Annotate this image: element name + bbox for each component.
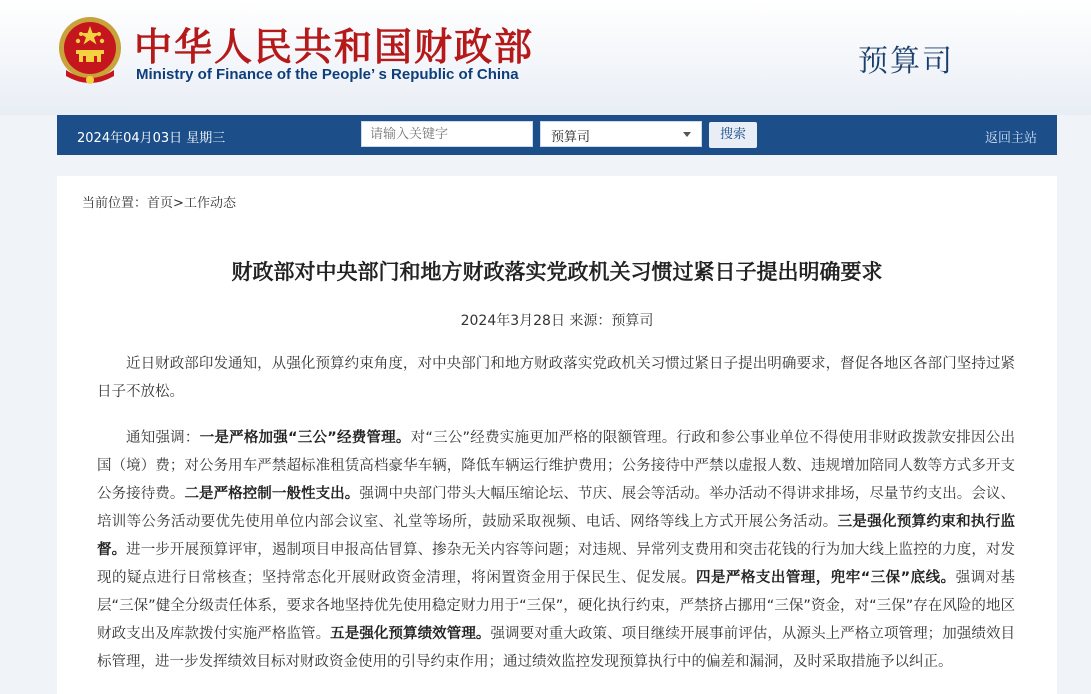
department-select[interactable] <box>540 121 702 147</box>
chevron-down-icon <box>683 132 691 137</box>
top-navbar <box>57 115 1057 155</box>
breadcrumb-home-link[interactable]: 首页 <box>147 196 174 211</box>
national-emblem-icon <box>56 14 124 86</box>
paragraph-intro: 近日财政部印发通知，从强化预算约束角度，对中央部门和地方财政落实党政机关习惯过紧日子提出明确要求，督促各地区各部门坚持过紧日子不放松。 <box>97 356 1015 400</box>
text-segment: 强调中央部门带头大幅压缩论坛、节庆、展会等活动。举办活动不得讲求排场，尽量节约支出。会议、培训等公务活动要优先使用单位内部会议室、礼堂等场所，鼓励采取视频、电话、网络等线上方式开展公务活动。 <box>97 486 1016 530</box>
text-segment: 对“三公”经费实施更加严格的限额管理。行政和参公事业单位不得使用非财政拨款安排因公出国（境）费；对公务用车严禁超标准租赁高档豪华车辆，降低车辆运行维护费用；公务接待中严禁以虚报人数、违规增加陪同人数等方式多开支公务接待费。 <box>97 430 1015 502</box>
highlight-point-3: 三是强化预算约束和执行监督。 <box>97 514 1016 558</box>
text-segment: 通知强调： <box>126 430 200 446</box>
ministry-name-en: Ministry of Finance of the People’ s Republic of China <box>136 66 519 83</box>
return-home-link[interactable]: 返回主站 <box>984 131 1037 146</box>
text-segment: 强调要对重大政策、项目继续开展事前评估，从源头上严格立项管理；加强绩效目标管理，进一步发挥绩效目标对财政资金使用的引导约束作用；通过绩效监控发现预算执行中的偏差和漏洞，及时采取措施予以纠正。 <box>97 626 1016 670</box>
department-select-value: 预算司 <box>551 130 591 145</box>
breadcrumb-separator: > <box>173 196 184 211</box>
search-button[interactable]: 搜索 <box>709 122 757 148</box>
highlight-point-1: 一是严格加强“三公”经费管理。 <box>199 430 411 446</box>
highlight-point-4: 四是严格支出管理，兜牢“三保”底线。 <box>695 570 956 586</box>
ministry-name-cn: 中华人民共和国财政部 <box>134 24 535 69</box>
current-date: 2024年04月03日 星期三 <box>77 131 226 146</box>
article-body <box>97 350 1015 694</box>
article-title: 财政部对中央部门和地方财政落实党政机关习惯过紧日子提出明确要求 <box>231 260 883 284</box>
breadcrumb <box>82 192 236 211</box>
paragraph-requirements <box>97 424 1015 676</box>
breadcrumb-section-link[interactable]: 工作动态 <box>183 196 236 211</box>
breadcrumb-label: 当前位置： <box>82 196 148 211</box>
article-meta: 2024年3月28日 来源：预算司 <box>460 313 654 329</box>
article-panel <box>57 176 1057 694</box>
search-input[interactable] <box>361 121 533 147</box>
site-header <box>0 0 1091 115</box>
text-segment: 进一步开展预算评审，遏制项目申报高估冒算、掺杂无关内容等问题；对违规、异常列支费用和突击花钱的行为加大线上监控的力度，对发现的疑点进行日常核查；坚持常态化开展财政资金清理，将闲置资金用于保民生、促发展。 <box>97 542 1016 586</box>
highlight-point-5: 五是强化预算绩效管理。 <box>330 626 491 642</box>
highlight-point-2: 二是严格控制一般性支出。 <box>184 486 360 502</box>
text-segment: 强调对基层“三保”健全分级责任体系，要求各地坚持优先使用稳定财力用于“三保”，硬化执行约束，严禁挤占挪用“三保”资金，对“三保”存在风险的地区财政支出及库款拨付实施严格监管。 <box>97 570 1016 642</box>
department-name: 预算司 <box>858 44 954 79</box>
